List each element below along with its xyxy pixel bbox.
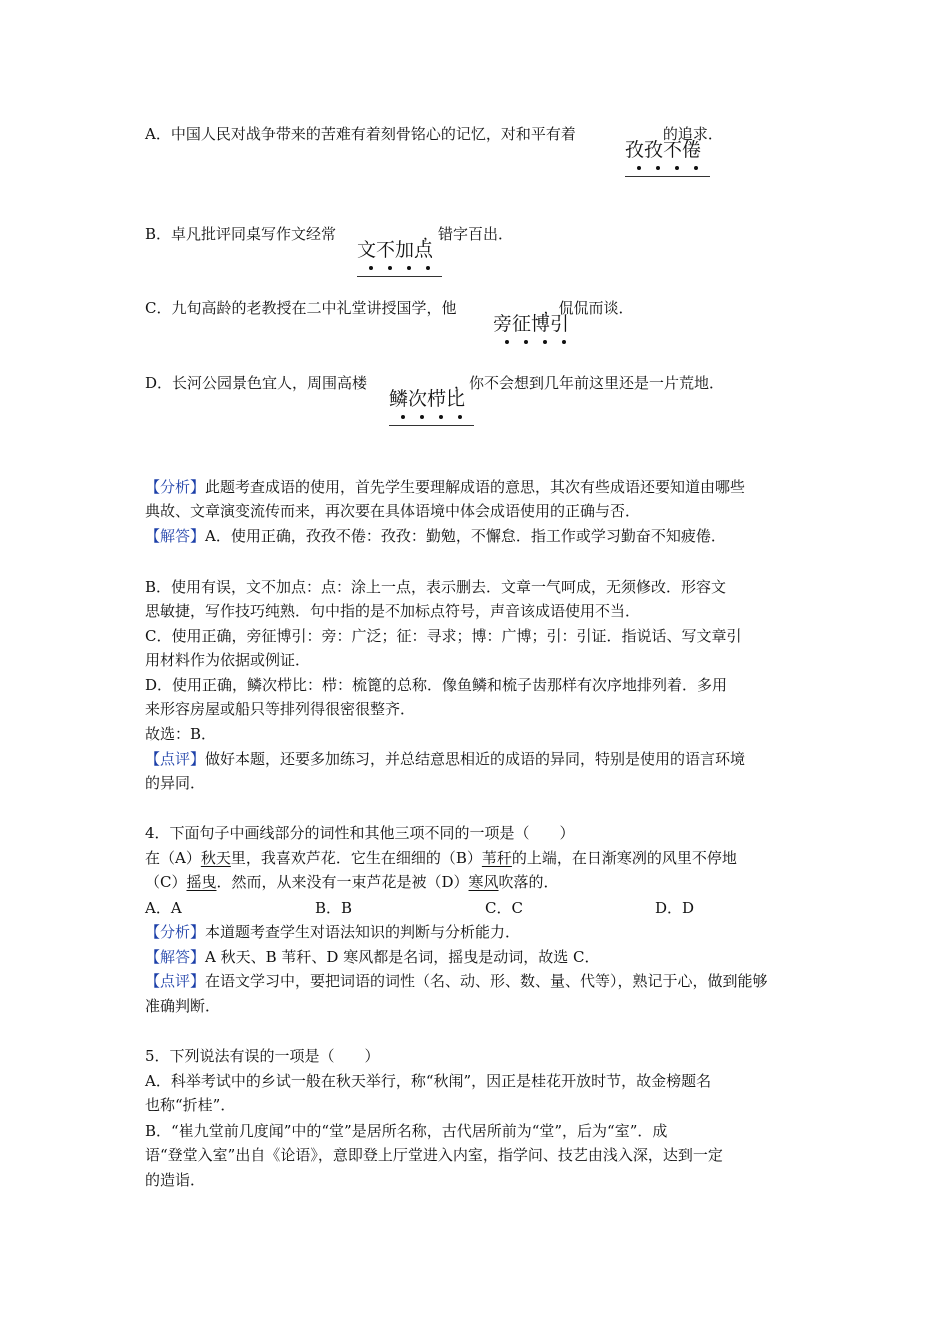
question-4-sentence: 在（A）秋天里，我喜欢芦花．它生在细细的（B）苇秆的上端，在日渐寒冽的风里不停地 xyxy=(145,849,737,867)
answer-line: D．使用正确，鳞次栉比：栉：梳篦的总称．像鱼鳞和梳子齿那样有次序地排列着．多用 xyxy=(145,676,728,694)
option-b-line: 语“登堂入室”出自《论语》，意即登上厅堂进入内室，指学问、技艺由浅入深，达到一定 xyxy=(145,1146,723,1164)
option-b-line: 的造诣． xyxy=(145,1171,206,1189)
idiom-b: 文不加点 xyxy=(357,238,442,277)
question-5-title: 5．下列说法有误的一项是（ ） xyxy=(145,1047,380,1065)
option-a-line: 也称“折桂”． xyxy=(145,1096,236,1114)
answer-line: B．使用有误，文不加点：点：涂上一点，表示删去．文章一气呵成，无须修改．形容文 xyxy=(145,578,727,596)
emphasis-dots xyxy=(493,340,578,346)
answer-line: 来形容房屋或船只等排列得很密很整齐． xyxy=(145,700,416,718)
review-line: 【点评】在语文学习中，要把词语的词性（名、动、形、数、量、代等），熟记于心，做到能够 xyxy=(145,972,768,990)
option-d: D．长河公园景色宜人，周围高楼 ，你不会想到几年前这里还是一片荒地． xyxy=(145,374,725,392)
choice-c: C．C xyxy=(485,899,523,917)
review-line: 【点评】做好本题，还要多加练习，并总结意思相近的成语的异同，特别是使用的语言环境 xyxy=(145,750,746,768)
option-b-line: B．“崔九堂前几度闻”中的“堂”是居所名称，古代居所前为“堂”，后为“室”．成 xyxy=(145,1122,668,1140)
idiom-a: 孜孜不倦 xyxy=(625,138,710,177)
review-line: 的异同． xyxy=(145,774,206,792)
answer-line: C．使用正确，旁征博引：旁：广泛；征：寻求；博：广博；引：引证．指说话、写文章引 xyxy=(145,627,742,645)
answer-line: 故选：B． xyxy=(145,725,217,743)
option-c: C．九旬高龄的老教授在二中礼堂讲授国学，他 ，侃侃而谈． xyxy=(145,299,634,317)
emphasis-dots xyxy=(625,166,710,172)
review-line: 准确判断． xyxy=(145,997,221,1015)
answer-line: 用材料作为依据或例证． xyxy=(145,651,311,669)
emphasis-dots xyxy=(389,415,474,421)
option-a: A．中国人民对战争带来的苦难有着刻骨铭心的记忆，对和平有着 的追求． xyxy=(145,125,723,143)
answer-line: 【解答】A 秋天、B 苇秆、D 寒风都是名词，摇曳是动词，故选 C． xyxy=(145,948,600,966)
emphasis-dots xyxy=(357,266,442,272)
choice-d: D．D xyxy=(655,899,695,917)
analysis-line: 典故、文章演变流传而来，再次要在具体语境中体会成语使用的正确与否． xyxy=(145,502,641,520)
answer-line: 思敏捷，写作技巧纯熟．句中指的是不加标点符号，声音该成语使用不当． xyxy=(145,602,641,620)
choice-b: B．B xyxy=(315,899,353,917)
choice-a: A．A xyxy=(145,899,182,917)
idiom-d: 鳞次栉比 xyxy=(389,387,474,426)
answer-line: 【解答】A．使用正确，孜孜不倦：孜孜：勤勉，不懈怠．指工作或学习勤奋不知疲倦． xyxy=(145,527,726,545)
option-b: B．卓凡批评同桌写作文经常 ，错字百出． xyxy=(145,225,514,243)
idiom-c: 旁征博引 xyxy=(493,312,578,350)
question-4-title: 4．下面句子中画线部分的词性和其他三项不同的一项是（ ） xyxy=(145,824,575,842)
analysis-line: 【分析】本道题考查学生对语法知识的判断与分析能力． xyxy=(145,923,521,941)
option-a-line: A．科举考试中的乡试一般在秋天举行，称“秋闱”，因正是桂花开放时节，故金榜题名 xyxy=(145,1072,712,1090)
question-4-sentence: （C）摇曳．然而，从来没有一束芦花是被（D）寒风吹落的． xyxy=(145,873,559,891)
analysis-line: 【分析】此题考查成语的使用，首先学生要理解成语的意思，其次有些成语还要知道由哪些 xyxy=(145,478,746,496)
